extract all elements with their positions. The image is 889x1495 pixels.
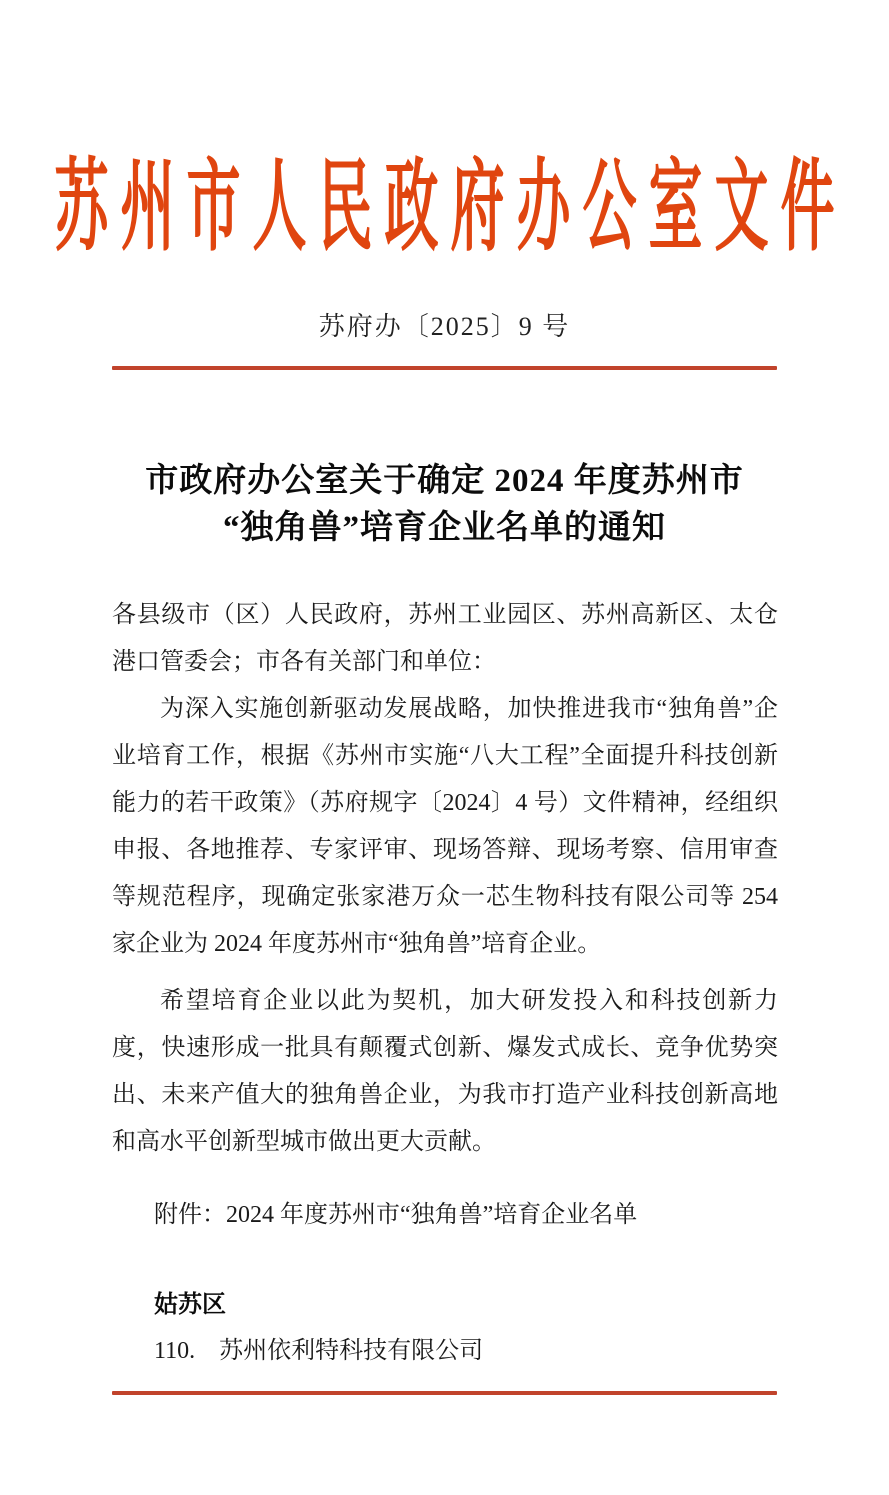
- district-heading: 姑苏区: [154, 1291, 226, 1318]
- attachment-line: 附件：2024 年度苏州市“独角兽”培育企业名单: [154, 1202, 638, 1228]
- company-list-item: 110. 苏州依利特科技有限公司: [154, 1338, 484, 1364]
- title-line-1: 市政府办公室关于确定 2024 年度苏州市: [145, 463, 744, 499]
- document-body: [112, 592, 778, 1375]
- red-divider-top: [112, 366, 777, 370]
- document-title: [80, 458, 809, 552]
- document-masthead: [0, 128, 889, 264]
- masthead-text: 苏州市人民政府办公室文件: [54, 152, 847, 264]
- body-paragraph-1: 为深入实施创新驱动发展战略，加快推进我市“独角兽”企业培育工作，根据《苏州市实施“八大工程”全面提升科技创新能力的若干政策》（苏府规字〔2024〕4 号）文件精神，经组织申报、各地推荐、专家评审、现场答辩、现场考察、信用审查等规范程序，现确定张家港万众一芯生物科技有限公司等 254 家企业为 2024 年度苏州市“独角兽”培育企业。: [112, 696, 778, 957]
- title-line-2: “独角兽”培育企业名单的通知: [223, 510, 666, 546]
- salutation-line: 各县级市（区）人民政府，苏州工业园区、苏州高新区、太仓港口管委会；市各有关部门和单位：: [112, 602, 778, 675]
- red-divider-bottom: [112, 1391, 777, 1395]
- body-paragraph-2: 希望培育企业以此为契机，加大研发投入和科技创新力度，快速形成一批具有颠覆式创新、爆发式成长、竞争优势突出、未来产值大的独角兽企业，为我市打造产业科技创新高地和高水平创新型城市做出更大贡献。: [112, 988, 778, 1155]
- document-number: 苏府办〔2025〕9 号: [318, 312, 571, 341]
